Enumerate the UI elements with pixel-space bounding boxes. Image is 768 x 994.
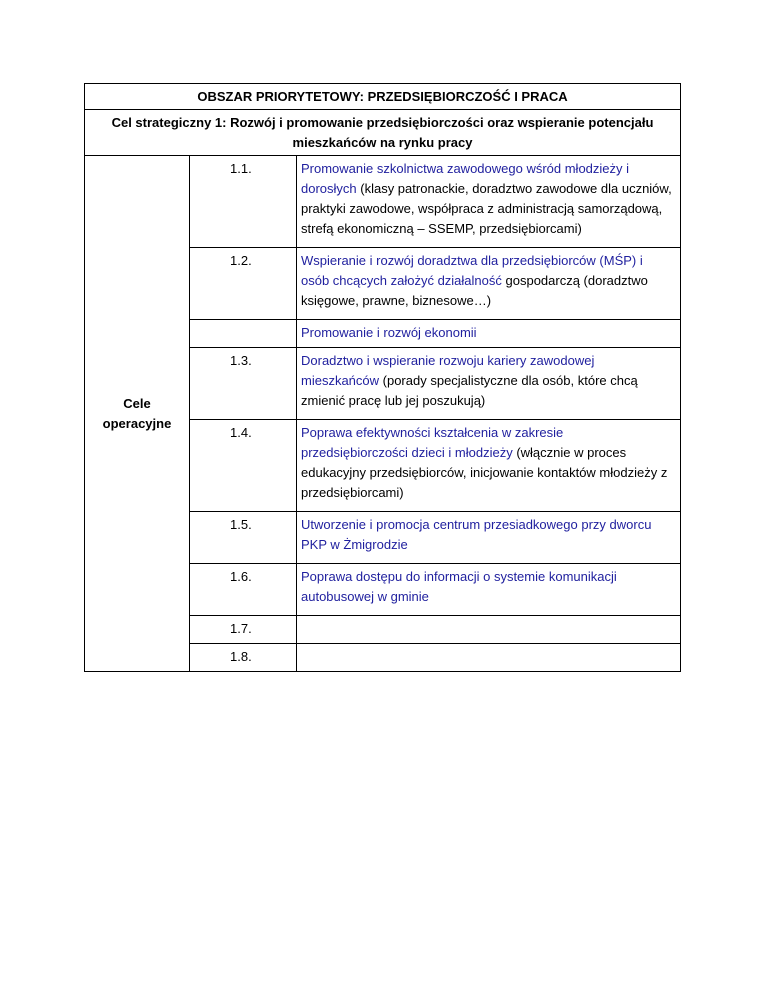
strategic-goal-row — [85, 110, 681, 156]
row-detail: (porady specjalistyczne dla osób, które chcą zmienić pracę lub jej poszukują) — [301, 373, 638, 408]
row-highlight: Doradztwo i wspieranie rozwoju kariery zawodowej mieszkańców — [301, 353, 595, 388]
row-highlight: Wspieranie i rozwój doradztwa dla przedsiębiorców (MŚP) i osób chcących założyć działalność — [301, 253, 643, 288]
row-highlight: Promowanie i rozwój ekonomii — [301, 325, 477, 340]
table-row — [85, 156, 681, 248]
row-number: 1.5. — [190, 512, 297, 564]
row-text — [297, 156, 681, 248]
priority-table — [84, 83, 681, 672]
side-label-line2: operacyjne — [102, 415, 172, 431]
row-number: 1.8. — [190, 644, 297, 672]
area-title: OBSZAR PRIORYTETOWY: PRZEDSIĘBIORCZOŚĆ I PRACA — [85, 84, 681, 110]
row-text — [297, 644, 681, 672]
row-number: 1.3. — [190, 348, 297, 420]
row-detail: (włącznie w proces edukacyjny przedsiębiorców, inicjowanie kontaktów młodzieży z przedsiębiorcami) — [301, 445, 668, 500]
strategic-goal: Cel strategiczny 1: Rozwój i promowanie przedsiębiorczości oraz wspieranie potencjału mieszkańców na rynku pracy — [85, 110, 681, 156]
row-text — [297, 320, 681, 348]
row-text — [297, 248, 681, 320]
row-number — [190, 320, 297, 348]
row-number: 1.1. — [190, 156, 297, 248]
row-text — [297, 420, 681, 512]
row-highlight: Poprawa efektywności kształcenia w zakresie przedsiębiorczości dzieci i młodzieży — [301, 425, 564, 460]
side-label-line1: Cele — [123, 395, 151, 411]
area-title-row — [85, 84, 681, 110]
operational-goals-label — [85, 156, 190, 672]
row-number: 1.7. — [190, 616, 297, 644]
row-text — [297, 512, 681, 564]
row-detail: (klasy patronackie, doradztwo zawodowe dla uczniów, praktyki zawodowe, współpraca z administracją samorządową, strefą ekonomiczną – SSEMP, przedsiębiorcami) — [301, 181, 672, 236]
row-number: 1.2. — [190, 248, 297, 320]
row-text — [297, 616, 681, 644]
row-text — [297, 348, 681, 420]
row-detail: gospodarczą (doradztwo księgowe, prawne, biznesowe…) — [301, 273, 648, 308]
row-highlight: Poprawa dostępu do informacji o systemie komunikacji autobusowej w gminie — [301, 569, 617, 604]
row-highlight: Utworzenie i promocja centrum przesiadkowego przy dworcu PKP w Żmigrodzie — [301, 517, 652, 552]
row-number: 1.6. — [190, 564, 297, 616]
row-text — [297, 564, 681, 616]
row-highlight: Promowanie szkolnictwa zawodowego wśród młodzieży i dorosłych — [301, 161, 630, 196]
row-number: 1.4. — [190, 420, 297, 512]
